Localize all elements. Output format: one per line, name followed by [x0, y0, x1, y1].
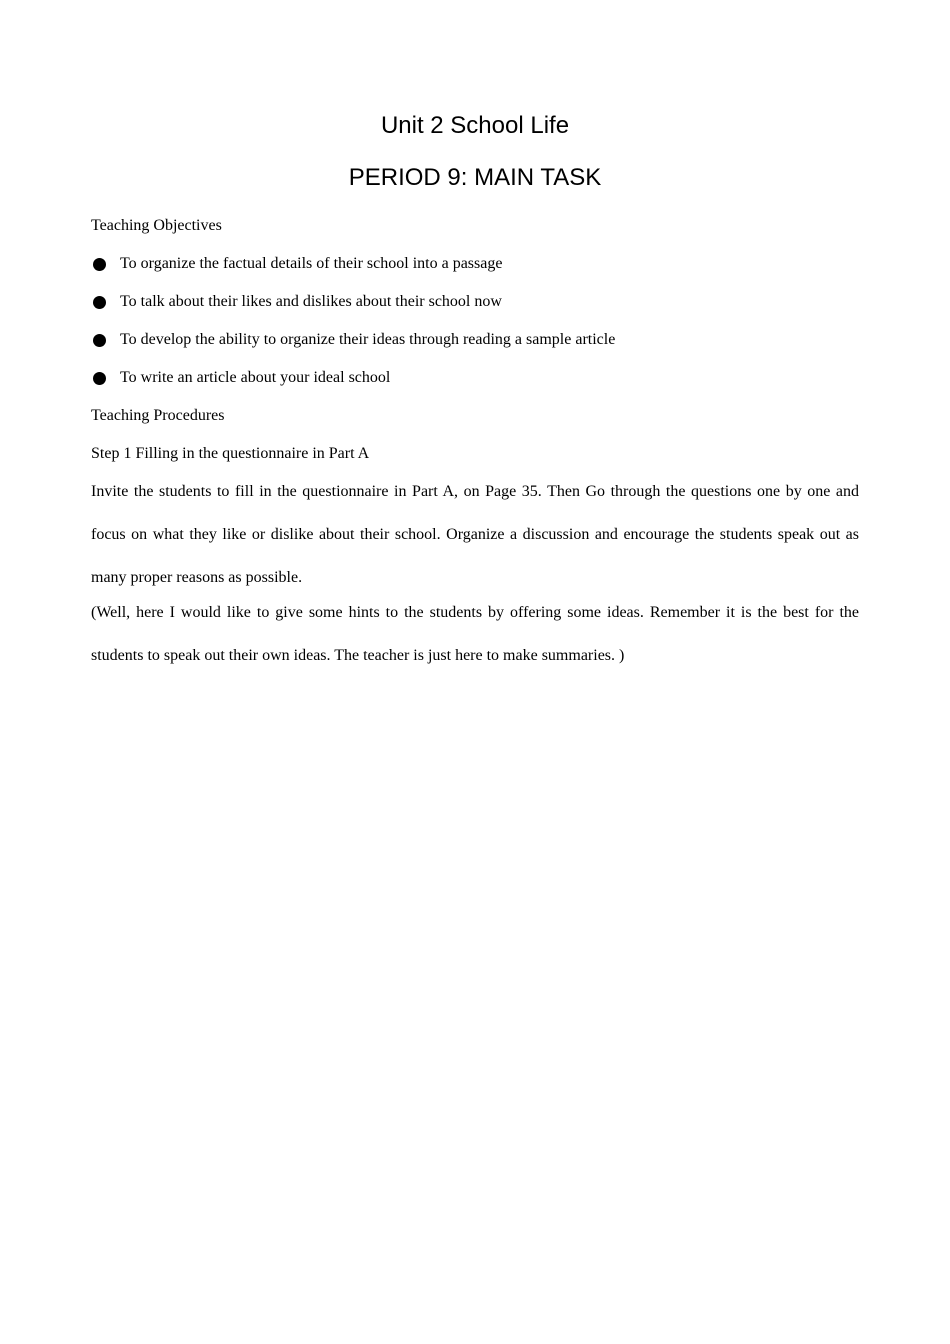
list-item	[91, 368, 859, 388]
hint-paragraph: (Well, here I would like to give some hints to the students by offering some ideas. Remember it is the best for the students to speak out their own ideas. The teacher is just here to make summaries. )	[91, 604, 859, 664]
bullet-icon	[93, 296, 106, 309]
objectives-list	[91, 254, 859, 388]
bullet-icon	[93, 334, 106, 347]
objectives-heading: Teaching Objectives	[91, 217, 222, 234]
procedures-heading: Teaching Procedures	[91, 407, 225, 424]
list-item	[91, 292, 859, 312]
document-page	[91, 110, 859, 673]
unit-title: Unit 2 School Life	[380, 112, 570, 139]
body-paragraph: Invite the students to fill in the questionnaire in Part A, on Page 35. Then Go through the questions one by one and focus on what they like or dislike about their school. Organize a discussion and encourage the students speak out as many proper reasons as possible.	[91, 483, 859, 586]
period-title: PERIOD 9: MAIN TASK	[348, 164, 602, 191]
list-item	[91, 330, 859, 350]
bullet-icon	[93, 258, 106, 271]
bullet-icon	[93, 372, 106, 385]
list-item	[91, 254, 859, 274]
objective-text: To talk about their likes and dislikes about their school now	[120, 293, 502, 310]
objective-text: To develop the ability to organize their ideas through reading a sample article	[120, 331, 616, 348]
objective-text: To write an article about your ideal school	[120, 369, 391, 386]
step-heading: Step 1 Filling in the questionnaire in Part A	[91, 445, 370, 462]
objective-text: To organize the factual details of their school into a passage	[120, 255, 503, 272]
